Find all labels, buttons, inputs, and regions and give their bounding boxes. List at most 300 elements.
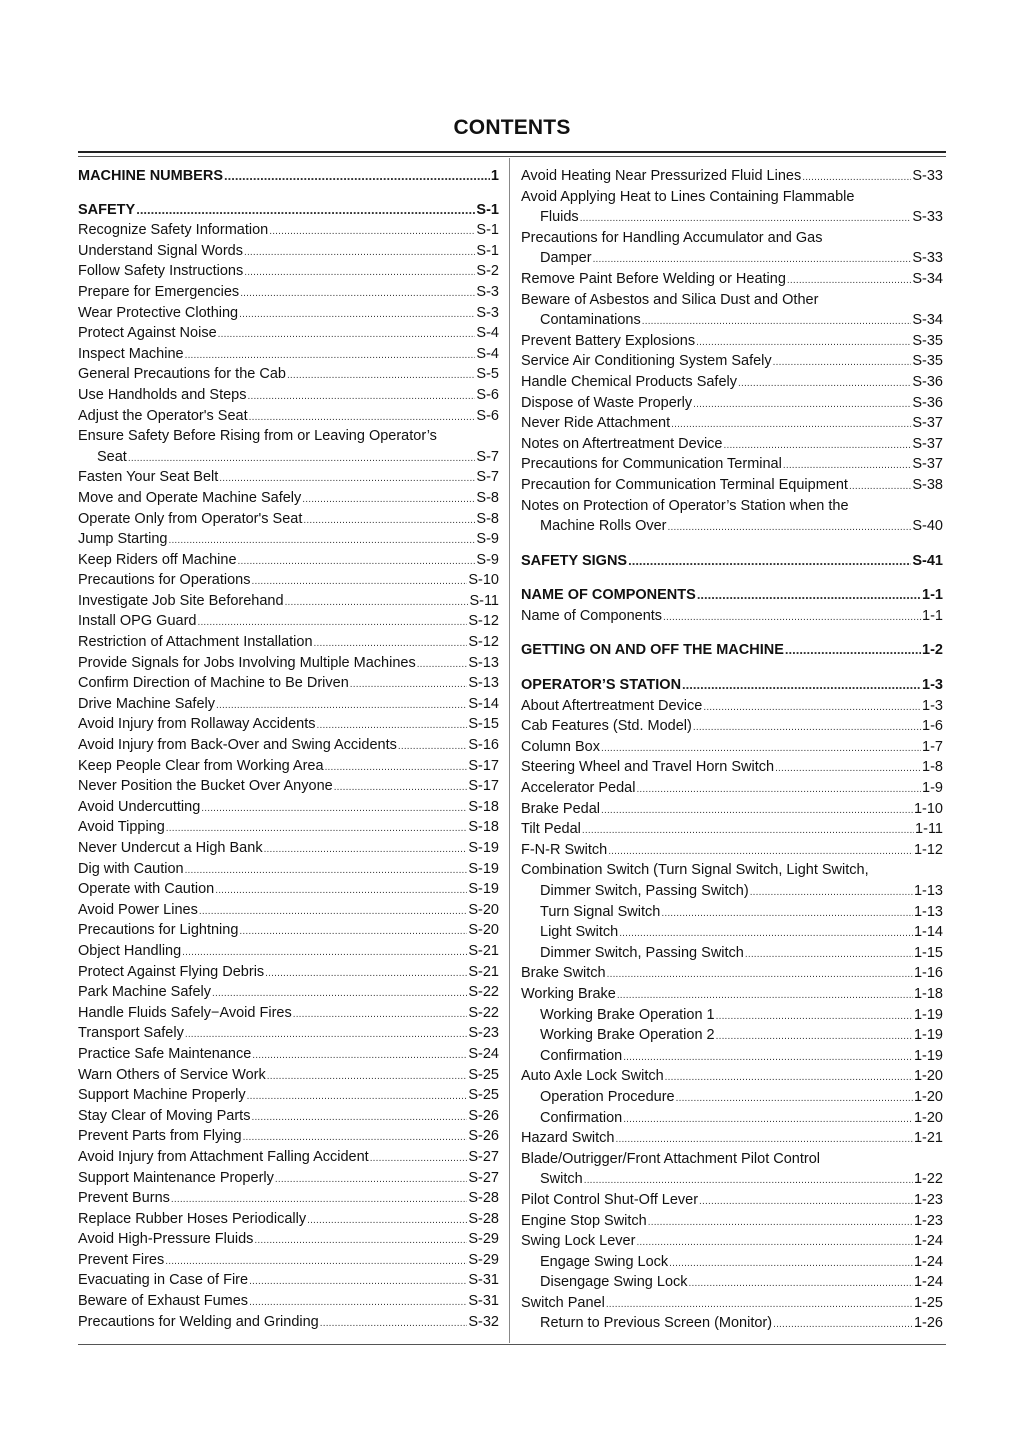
- toc-page-number: 1-6: [922, 718, 943, 735]
- toc-entry-label: Fluids: [540, 209, 579, 226]
- toc-entry-label: Dispose of Waste Properly: [521, 394, 693, 411]
- toc-entry[interactable]: [78, 591, 499, 612]
- toc-page-number: S-13: [468, 675, 499, 692]
- leader-dots: [251, 1106, 467, 1129]
- toc-entry-label: Light Switch: [540, 924, 619, 941]
- toc-section-safety-signs[interactable]: [521, 551, 943, 572]
- toc-page-number: S-4: [476, 345, 499, 362]
- toc-entry[interactable]: [78, 1229, 499, 1250]
- toc-entry-label: Avoid Tipping: [78, 819, 165, 836]
- toc-page-number: S-28: [468, 1190, 499, 1207]
- toc-entry-first-line[interactable]: Precautions for Handling Accumulator and Gas: [521, 229, 823, 246]
- toc-entry[interactable]: [78, 1312, 499, 1333]
- leader-dots: [128, 447, 476, 470]
- toc-subentry[interactable]: [521, 1087, 943, 1108]
- toc-entry[interactable]: [78, 447, 499, 468]
- toc-page-number: 1-8: [922, 759, 943, 776]
- toc-page-number: S-8: [476, 510, 499, 527]
- toc-entry-label: Evacuating in Case of Fire: [78, 1272, 249, 1289]
- toc-page-number: 1-10: [913, 800, 943, 817]
- toc-entry[interactable]: [78, 611, 499, 632]
- toc-entry[interactable]: [521, 393, 943, 414]
- toc-section-name-of-components[interactable]: [521, 585, 943, 606]
- leader-dots: [166, 817, 468, 840]
- toc-entry-first-line[interactable]: Ensure Safety Before Rising from or Leaving Operator’s: [78, 428, 437, 445]
- toc-entry[interactable]: [78, 364, 499, 385]
- toc-page-number: S-15: [468, 716, 499, 733]
- toc-subentry[interactable]: [521, 1025, 943, 1046]
- toc-entry-label: Operate with Caution: [78, 881, 215, 898]
- toc-entry[interactable]: [521, 1190, 943, 1211]
- toc-entry[interactable]: [78, 1085, 499, 1106]
- leader-dots: [243, 1126, 468, 1149]
- toc-page-number: S-13: [468, 654, 499, 671]
- toc-entry[interactable]: [78, 1291, 499, 1312]
- toc-entry-label: Engage Swing Lock: [540, 1253, 669, 1270]
- toc-page-number: 1-7: [922, 738, 943, 755]
- toc-entry-label: Avoid Undercutting: [78, 798, 201, 815]
- toc-entry-label: Prevent Parts from Flying: [78, 1128, 242, 1145]
- toc-entry[interactable]: [521, 1066, 943, 1087]
- leader-dots: [212, 982, 467, 1005]
- toc-page-number: S-33: [912, 209, 943, 226]
- toc-section-getting-on-off[interactable]: [521, 640, 943, 661]
- toc-entry-label: Dig with Caution: [78, 860, 184, 877]
- toc-page-number: S-40: [912, 518, 943, 535]
- toc-entry-label: Protect Against Flying Debris: [78, 963, 265, 980]
- toc-subentry[interactable]: [521, 1108, 943, 1129]
- toc-entry[interactable]: [78, 1126, 499, 1147]
- leader-dots: [689, 1272, 913, 1295]
- leader-dots: [314, 632, 468, 655]
- toc-entry[interactable]: [521, 351, 943, 372]
- toc-page-number: S-3: [476, 283, 499, 300]
- toc-entry[interactable]: [78, 1065, 499, 1086]
- toc-page-number: S-17: [468, 778, 499, 795]
- toc-page-number: S-33: [912, 168, 943, 184]
- toc-page-number: S-31: [468, 1272, 499, 1289]
- toc-entry[interactable]: [78, 529, 499, 550]
- toc-entry-label: Protect Against Noise: [78, 325, 217, 342]
- toc-page-number: S-9: [476, 551, 499, 568]
- leader-dots: [197, 611, 467, 634]
- leader-dots: [745, 943, 913, 966]
- toc-entry[interactable]: [78, 261, 499, 282]
- toc-entry[interactable]: [78, 1147, 499, 1168]
- toc-entry-label: Warn Others of Service Work: [78, 1066, 266, 1083]
- toc-subentry[interactable]: [521, 1005, 943, 1026]
- leader-dots: [582, 819, 914, 842]
- leader-dots: [636, 1231, 913, 1254]
- leader-dots: [617, 984, 913, 1007]
- leader-dots: [251, 570, 467, 593]
- toc-entry-first-line[interactable]: Beware of Asbestos and Silica Dust and Other: [521, 291, 819, 308]
- toc-entry-label: Brake Switch: [521, 965, 606, 982]
- toc-entry[interactable]: [521, 606, 943, 627]
- toc-entry-label: Turn Signal Switch: [540, 903, 661, 920]
- toc-page-number: S-41: [912, 552, 943, 569]
- toc-entry-label: Transport Safely: [78, 1025, 184, 1042]
- toc-entry-label: Avoid Injury from Attachment Falling Accident: [78, 1148, 369, 1165]
- leader-dots: [185, 1023, 468, 1046]
- leader-dots: [201, 797, 467, 820]
- toc-entry[interactable]: [521, 372, 943, 393]
- toc-entry[interactable]: [521, 248, 943, 269]
- leader-dots: [682, 675, 921, 696]
- toc-entry[interactable]: [521, 757, 943, 778]
- toc-entry[interactable]: [78, 282, 499, 303]
- leader-dots: [269, 220, 475, 243]
- toc-subentry[interactable]: [521, 1272, 943, 1293]
- toc-entry[interactable]: [78, 735, 499, 756]
- toc-entry[interactable]: [521, 963, 943, 984]
- toc-entry-label: Dimmer Switch, Passing Switch): [540, 883, 749, 899]
- toc-page-number: 1-22: [913, 1171, 943, 1188]
- toc-entry[interactable]: [78, 509, 499, 530]
- leader-dots: [320, 1312, 468, 1335]
- toc-entry-label: OPERATOR’S STATION: [521, 677, 682, 694]
- toc-entry[interactable]: [521, 1128, 943, 1149]
- toc-subentry[interactable]: [521, 1046, 943, 1067]
- header-rule: [78, 151, 946, 153]
- leader-dots: [716, 1005, 913, 1028]
- toc-entry-label: Adjust the Operator's Seat: [78, 407, 248, 424]
- toc-entry[interactable]: [78, 220, 499, 241]
- toc-entry[interactable]: [78, 1003, 499, 1024]
- leader-dots: [787, 269, 911, 292]
- leader-dots: [307, 1209, 467, 1232]
- toc-entry[interactable]: [78, 385, 499, 406]
- toc-entry-label: SAFETY SIGNS: [521, 552, 628, 569]
- toc-entry[interactable]: [521, 984, 943, 1005]
- toc-page-number: S-26: [468, 1107, 499, 1124]
- toc-entry-label: About Aftertreatment Device: [521, 697, 703, 714]
- toc-entry[interactable]: [78, 859, 499, 880]
- toc-entry-first-line[interactable]: Avoid Applying Heat to Lines Containing Flammable: [521, 188, 855, 205]
- toc-page-number: 1-11: [915, 821, 943, 838]
- leader-dots: [593, 248, 912, 271]
- toc-entry[interactable]: [521, 413, 943, 434]
- leader-dots: [316, 714, 467, 737]
- toc-page-number: 1-26: [913, 1315, 943, 1332]
- toc-page-number: S-28: [468, 1210, 499, 1227]
- leader-dots: [247, 385, 475, 408]
- toc-page-number: 1: [490, 168, 499, 184]
- toc-entry[interactable]: [78, 879, 499, 900]
- toc-entry-label: Stay Clear of Moving Parts: [78, 1107, 251, 1124]
- toc-subentry[interactable]: [521, 1313, 943, 1334]
- leader-dots: [303, 509, 475, 532]
- leader-dots: [185, 344, 476, 367]
- toc-page-number: S-37: [912, 456, 943, 473]
- toc-page-number: 1-13: [913, 903, 943, 920]
- toc-entry-label: Hazard Switch: [521, 1130, 615, 1147]
- toc-entry[interactable]: [78, 797, 499, 818]
- leader-dots: [606, 1293, 913, 1316]
- toc-entry[interactable]: [78, 1106, 499, 1127]
- toc-entry[interactable]: [521, 819, 943, 840]
- toc-section-safety[interactable]: [78, 200, 499, 221]
- leader-dots: [293, 1003, 468, 1026]
- toc-entry-label: Object Handling: [78, 942, 182, 959]
- toc-page-number: S-20: [468, 922, 499, 939]
- toc-entry-label: Return to Previous Screen (Monitor): [540, 1315, 773, 1332]
- leader-dots: [724, 434, 912, 457]
- toc-entry[interactable]: [78, 714, 499, 735]
- toc-entry[interactable]: [521, 716, 943, 737]
- toc-entry-label: Avoid Power Lines: [78, 901, 198, 918]
- toc-entry[interactable]: [78, 241, 499, 262]
- toc-entry[interactable]: [78, 323, 499, 344]
- toc-entry[interactable]: [521, 269, 943, 290]
- toc-entry-label: Never Undercut a High Bank: [78, 840, 263, 856]
- toc-page-number: 1-19: [913, 1027, 943, 1044]
- toc-entry[interactable]: [78, 303, 499, 324]
- toc-entry[interactable]: [78, 776, 499, 797]
- leader-dots: [716, 1025, 913, 1048]
- toc-entry-label: Understand Signal Words: [78, 242, 243, 259]
- toc-page-number: 1-2: [922, 642, 943, 659]
- toc-entry[interactable]: [78, 962, 499, 983]
- toc-entry[interactable]: [78, 653, 499, 674]
- toc-entry-label: Working Brake: [521, 985, 616, 1002]
- leader-dots: [218, 323, 476, 346]
- toc-entry-label: Confirm Direction of Machine to Be Driven: [78, 675, 349, 692]
- toc-page-number: S-9: [476, 531, 499, 548]
- toc-entry-label: Provide Signals for Jobs Involving Multiple Machines: [78, 654, 416, 671]
- toc-entry[interactable]: [78, 941, 499, 962]
- toc-entry[interactable]: [78, 982, 499, 1003]
- toc-page-number: S-36: [912, 394, 943, 411]
- toc-entry[interactable]: [521, 799, 943, 820]
- toc-page-number: S-22: [468, 984, 499, 1001]
- toc-entry-label: Avoid High-Pressure Fluids: [78, 1231, 254, 1248]
- toc-page-number: S-31: [468, 1293, 499, 1310]
- leader-dots: [244, 241, 475, 264]
- toc-entry-label: Switch Panel: [521, 1294, 605, 1311]
- toc-entry-label: Prevent Battery Explosions: [521, 332, 696, 349]
- toc-page-number: S-7: [476, 469, 499, 486]
- toc-entry[interactable]: [78, 344, 499, 365]
- toc-entry[interactable]: [78, 1250, 499, 1271]
- leader-dots: [275, 1168, 467, 1191]
- leader-dots: [693, 716, 921, 739]
- toc-page-number: S-4: [476, 325, 499, 342]
- leader-dots: [648, 1211, 913, 1234]
- toc-page-number: S-34: [912, 312, 943, 329]
- toc-page-number: S-36: [912, 373, 943, 390]
- toc-entry-label: Dimmer Switch, Passing Switch: [540, 944, 744, 961]
- toc-entry-label: Machine Rolls Over: [540, 518, 667, 535]
- toc-entry[interactable]: [521, 881, 943, 902]
- toc-entry[interactable]: [78, 756, 499, 777]
- toc-page-number: 1-23: [913, 1212, 943, 1229]
- toc-entry[interactable]: [78, 632, 499, 653]
- leader-dots: [287, 364, 475, 387]
- toc-entry-label: Install OPG Guard: [78, 613, 197, 630]
- toc-page-number: S-12: [468, 634, 499, 651]
- toc-page-number: S-32: [468, 1313, 499, 1330]
- toc-entry-label: Use Handholds and Steps: [78, 386, 247, 403]
- toc-entry-label: Avoid Injury from Rollaway Accidents: [78, 716, 316, 733]
- toc-entry-label: Follow Safety Instructions: [78, 263, 244, 280]
- toc-entry-label: General Precautions for the Cab: [78, 366, 286, 383]
- toc-entry[interactable]: [78, 488, 499, 509]
- leader-dots: [608, 840, 913, 863]
- leader-dots: [334, 776, 468, 799]
- toc-entry-first-line[interactable]: Blade/Outrigger/Front Attachment Pilot Control: [521, 1150, 821, 1167]
- leader-dots: [661, 902, 913, 925]
- toc-entry[interactable]: [521, 696, 943, 717]
- toc-page-number: S-10: [468, 572, 499, 589]
- toc-entry[interactable]: [78, 467, 499, 488]
- toc-page-number: S-34: [912, 270, 943, 287]
- toc-entry[interactable]: [521, 310, 943, 331]
- toc-entry-label: Confirmation: [540, 1109, 623, 1126]
- toc-page-number: S-1: [476, 201, 499, 218]
- toc-entry-label: Move and Operate Machine Safely: [78, 489, 302, 506]
- toc-entry[interactable]: [521, 166, 943, 187]
- toc-entry[interactable]: [521, 516, 943, 537]
- toc-section-operators-station[interactable]: [521, 675, 943, 696]
- toc-page-number: 1-15: [913, 944, 943, 961]
- toc-entry-label: Switch: [540, 1171, 583, 1188]
- toc-page-number: S-22: [468, 1004, 499, 1021]
- toc-entry[interactable]: [78, 570, 499, 591]
- toc-entry-label: Accelerator Pedal: [521, 780, 636, 797]
- toc-page-number: S-20: [468, 901, 499, 918]
- leader-dots: [285, 591, 469, 614]
- toc-section-machine-numbers[interactable]: [78, 166, 499, 187]
- leader-dots: [802, 166, 911, 189]
- toc-page-number: S-38: [912, 476, 943, 493]
- leader-dots: [703, 696, 921, 719]
- leader-dots: [185, 859, 468, 882]
- toc-entry-label: Column Box: [521, 738, 600, 755]
- toc-subentry[interactable]: [521, 1252, 943, 1273]
- toc-page-number: S-27: [468, 1148, 499, 1165]
- toc-subentry[interactable]: [521, 943, 943, 964]
- toc-entry[interactable]: [78, 817, 499, 838]
- toc-entry[interactable]: [521, 1293, 943, 1314]
- toc-page-number: 1-24: [913, 1253, 943, 1270]
- toc-entry[interactable]: [78, 1188, 499, 1209]
- toc-page-number: S-5: [476, 366, 499, 383]
- toc-entry[interactable]: [78, 1209, 499, 1230]
- toc-page-number: 1-14: [913, 924, 943, 941]
- toc-entry-label: Engine Stop Switch: [521, 1212, 647, 1229]
- toc-entry-label: Inspect Machine: [78, 345, 184, 362]
- toc-entry[interactable]: [78, 694, 499, 715]
- leader-dots: [215, 879, 467, 902]
- toc-entry[interactable]: [521, 737, 943, 758]
- leader-dots: [697, 585, 921, 606]
- leader-dots: [264, 838, 468, 861]
- toc-entry[interactable]: [521, 454, 943, 475]
- toc-entry[interactable]: [78, 1168, 499, 1189]
- toc-subentry[interactable]: [521, 922, 943, 943]
- toc-entry-label: Damper: [540, 250, 592, 267]
- toc-entry[interactable]: [521, 475, 943, 496]
- leader-dots: [636, 778, 921, 801]
- toc-page-number: S-1: [476, 242, 499, 259]
- toc-entry[interactable]: [521, 840, 943, 861]
- toc-entry-label: Service Air Conditioning System Safely: [521, 353, 772, 370]
- toc-entry[interactable]: [521, 1169, 943, 1190]
- leader-dots: [619, 922, 913, 945]
- toc-entry[interactable]: [521, 1231, 943, 1252]
- leader-dots: [219, 467, 475, 490]
- toc-entry-label: Operation Procedure: [540, 1088, 675, 1105]
- toc-entry-label: Keep Riders off Machine: [78, 551, 237, 568]
- toc-entry[interactable]: [78, 900, 499, 921]
- leader-dots: [623, 1108, 913, 1131]
- leader-dots: [775, 757, 921, 780]
- toc-entry[interactable]: [78, 1023, 499, 1044]
- toc-entry-label: Restriction of Attachment Installation: [78, 634, 313, 651]
- toc-page-number: S-14: [468, 695, 499, 712]
- leader-dots: [182, 941, 467, 964]
- toc-entry[interactable]: [78, 406, 499, 427]
- toc-page-number: S-35: [912, 332, 943, 349]
- toc-entry[interactable]: [521, 207, 943, 228]
- toc-entry[interactable]: [78, 1270, 499, 1291]
- toc-page-number: S-37: [912, 415, 943, 432]
- leader-dots: [615, 1128, 912, 1151]
- toc-page-number: S-26: [468, 1128, 499, 1145]
- toc-entry[interactable]: [78, 838, 499, 859]
- toc-page-number: S-29: [468, 1251, 499, 1268]
- column-divider: [509, 158, 510, 1343]
- toc-entry-first-line[interactable]: Notes on Protection of Operator’s Station when the: [521, 497, 849, 514]
- toc-entry[interactable]: [521, 434, 943, 455]
- toc-page-number: S-17: [468, 757, 499, 774]
- toc-entry[interactable]: [521, 1211, 943, 1232]
- leader-dots: [693, 393, 911, 416]
- toc-entry-label: Support Maintenance Properly: [78, 1169, 274, 1186]
- toc-entry[interactable]: [78, 920, 499, 941]
- toc-page-number: S-24: [468, 1045, 499, 1062]
- toc-entry[interactable]: [521, 331, 943, 352]
- toc-entry-label: MACHINE NUMBERS: [78, 168, 223, 184]
- toc-entry-first-line[interactable]: Combination Switch (Turn Signal Switch, Light Switch,: [521, 862, 869, 879]
- toc-entry[interactable]: [78, 1044, 499, 1065]
- toc-subentry[interactable]: [521, 902, 943, 923]
- leader-dots: [669, 1252, 913, 1275]
- toc-page-number: 1-20: [913, 1109, 943, 1126]
- leader-dots: [601, 799, 913, 822]
- toc-entry-label: Never Position the Bucket Over Anyone: [78, 778, 333, 795]
- toc-entry-label: GETTING ON AND OFF THE MACHINE: [521, 642, 784, 659]
- toc-entry-label: Cab Features (Std. Model): [521, 718, 692, 735]
- leader-dots: [601, 737, 921, 760]
- leader-dots: [665, 1066, 913, 1089]
- toc-entry-label: Contaminations: [540, 312, 641, 329]
- toc-entry[interactable]: [78, 550, 499, 571]
- leader-dots: [738, 372, 911, 395]
- leader-dots: [417, 653, 468, 676]
- toc-entry-label: SAFETY: [78, 201, 136, 218]
- toc-entry-label: Jump Starting: [78, 531, 168, 548]
- toc-entry-label: Precaution for Communication Terminal Equipment: [521, 476, 848, 493]
- toc-page-number: 1-3: [922, 697, 943, 714]
- toc-page-number: S-33: [912, 250, 943, 267]
- toc-entry[interactable]: [521, 778, 943, 799]
- toc-entry[interactable]: [78, 673, 499, 694]
- toc-page-number: S-23: [468, 1025, 499, 1042]
- toc-entry-label: Pilot Control Shut-Off Lever: [521, 1191, 699, 1208]
- toc-entry-label: Working Brake Operation 1: [540, 1006, 715, 1023]
